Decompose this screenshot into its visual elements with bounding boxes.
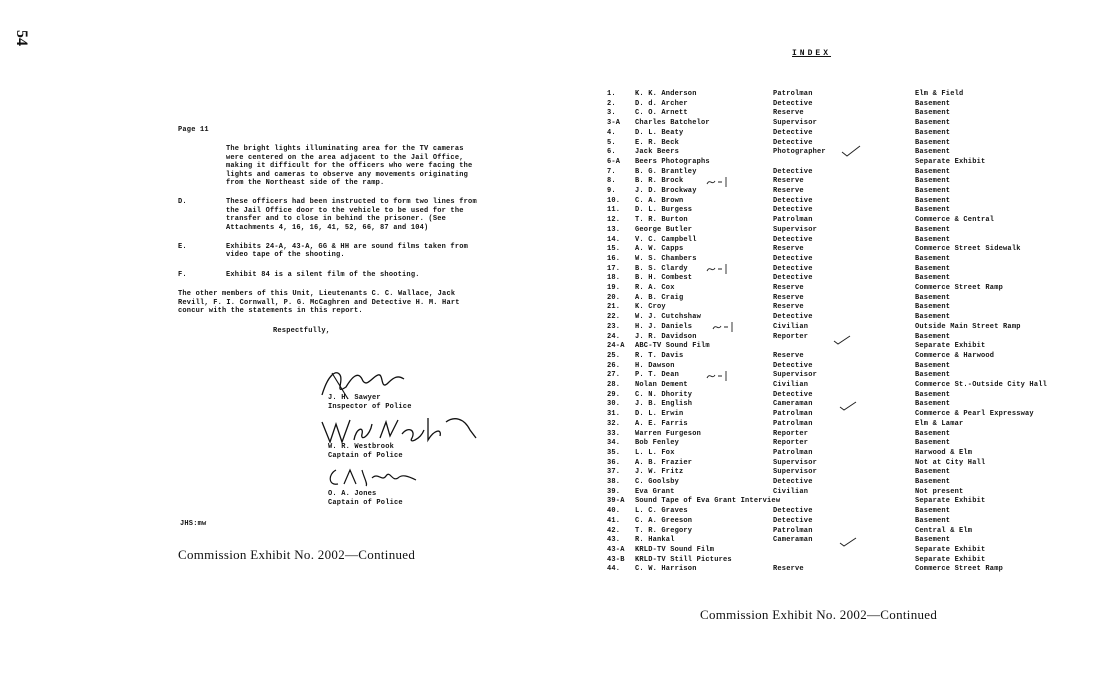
index-row-number: 25. [607,351,621,360]
index-row-name: C. W. Harrison [635,565,697,574]
index-row-rank: Reserve [773,351,804,360]
index-row-name: D. L. Erwin [635,410,684,419]
index-row-name: J. R. Davidson [635,332,697,341]
index-row-number: 5. [607,138,616,147]
index-row-location: Central & Elm [915,526,973,535]
index-row-number: 29. [607,390,621,399]
index-row-name: Bob Fenley [635,439,680,448]
index-row-number: 23. [607,322,621,331]
index-row-name: C. N. Dhority [635,390,693,399]
signature-jones [326,464,422,490]
index-row-number: 40. [607,507,621,516]
index-row-rank: Detective [773,235,813,244]
index-row-location: Basement [915,303,951,312]
index-row-number: 16. [607,254,621,263]
index-row-number: 22. [607,313,621,322]
typist-initials: JHS:mw [180,520,207,528]
index-row-rank: Reserve [773,187,804,195]
index-row-location: Basement [915,429,951,438]
index-row-name: Charles Batchelor [635,119,710,128]
index-row-name: George Butler [635,225,693,234]
index-row-rank: Supervisor [773,371,818,380]
index-row-number: 27. [607,371,621,380]
index-row-name: C. Goolsby [635,478,680,486]
index-row-rank: Detective [773,390,813,399]
index-row-number: 9. [607,187,616,195]
item-d-text: These officers had been instructed to form two lines from the Jail Office door to the vehicle to be used for the transfer and to close in behind the prisoner. (See Attachments 4, 16, 16, 41, 52, 66, 87 and 104) [226,198,477,232]
index-row-location: Basement [915,274,951,283]
index-row-location: Elm & Lamar [915,419,964,428]
index-row-name: V. C. Campbell [635,235,697,244]
index-row-location: Separate Exhibit [915,545,986,554]
index-row-location: Basement [915,332,951,341]
index-row-location: Commerce Street Ramp [915,565,1004,574]
index-row-rank: Reserve [773,303,804,312]
signature-westbrook [320,412,480,446]
index-row-name: J. D. Brockway [635,187,697,195]
index-row-rank: Reserve [773,565,804,574]
index-row-name: C. A. Brown [635,196,684,205]
index-row-location: Separate Exhibit [915,497,986,506]
index-row-rank: Reserve [773,293,804,302]
index-row-number: 3-A [607,119,621,128]
index-row-location: Basement [915,187,951,195]
index-row-location: Basement [915,99,951,108]
index-row-name: C. O. Arnett [635,109,688,118]
index-row-name: J. B. English [635,400,693,409]
index-row-number: 41. [607,516,621,525]
index-row-location: Basement [915,478,951,486]
index-row-name: Sound Tape of Eva Grant Interview [635,497,781,506]
item-d-label: D. [178,198,187,207]
index-row-rank: Patrolman [773,216,813,225]
index-row-location: Commerce St.-Outside City Hall [915,381,1048,389]
index-row-location: Basement [915,235,951,244]
index-row-location: Basement [915,390,951,399]
index-row-rank: Detective [773,206,813,215]
index-row-number: 11. [607,206,621,215]
index-row-name: B. R. Brock [635,177,684,186]
signatory-1-title: Inspector of Police [328,403,412,411]
index-row-name: Jack Beers [635,148,680,157]
index-row-number: 37. [607,468,621,477]
signatory-2-name: W. R. Westbrook [328,443,395,451]
item-f [178,271,478,279]
index-row-location: Harwood & Elm [915,448,973,457]
index-row-location: Basement [915,516,951,525]
index-row-name: R. A. Cox [635,284,675,292]
index-row-location: Basement [915,293,951,302]
index-row-location: Commerce Street Sidewalk [915,245,1021,254]
index-row-name: Nolan Dement [635,381,688,389]
index-row-location: Basement [915,119,951,128]
index-row-rank: Patrolman [773,419,813,428]
signatory-3-name: O. A. Jones [328,490,377,498]
index-row-number: 43. [607,536,621,545]
index-row-number: 33. [607,429,621,438]
intro-paragraph: The bright lights illuminating area for the TV cameras were centered on the area adjacent to the Jail Office, making it difficult for the officers who were facing the lights and cameras to observe any movements originating from the Northeast side of the ramp. [226,145,473,188]
signatory-2-title: Captain of Police [328,452,403,460]
index-row-rank: Reserve [773,245,804,254]
index-row-location: Commerce & Harwood [915,351,995,360]
index-row-name: E. R. Beck [635,138,680,147]
index-row-number: 17. [607,264,621,273]
index-row-name: T. R. Burton [635,216,688,225]
index-row-rank: Patrolman [773,526,813,535]
check-mark-icon [832,334,852,346]
index-row-number: 21. [607,303,621,312]
index-row-name: Eva Grant [635,487,675,496]
index-row-rank: Supervisor [773,225,818,234]
index-row-number: 39-A [607,497,625,506]
handwritten-note-icon [706,176,730,188]
index-row-number: 31. [607,410,621,419]
index-row-location: Elm & Field [915,90,964,98]
index-row-rank: Supervisor [773,119,818,128]
index-row-location: Basement [915,225,951,234]
index-row-location: Separate Exhibit [915,157,986,166]
index-row-location: Commerce & Central [915,216,995,225]
index-row-number: 35. [607,448,621,457]
index-row-rank: Detective [773,478,813,486]
index-row-location: Basement [915,167,951,176]
index-row-rank: Detective [773,361,813,370]
other-members-paragraph: The other members of this Unit, Lieutenants C. C. Wallace, Jack Revill, F. I. Cornwall, P. G. McCaghren and Detective H. M. Hart concur with the statements in this report. [178,290,460,316]
index-row-name: KRLD-TV Still Pictures [635,555,732,564]
index-row-number: 24. [607,332,621,341]
index-row-location: Basement [915,206,951,215]
index-row-name: A. B. Frazier [635,458,693,467]
index-row-number: 43-B [607,555,625,564]
index-row-name: A. E. Farris [635,419,688,428]
index-row-location: Basement [915,536,951,545]
item-d [178,198,478,232]
index-row-name: L. L. Fox [635,448,675,457]
handwritten-note-icon [706,263,730,275]
index-row-name: D. d. Archer [635,99,688,108]
index-row-number: 19. [607,284,621,292]
index-row-name: ABC-TV Sound Film [635,342,710,351]
index-row-number: 6-A [607,157,621,166]
index-row-rank: Photographer [773,148,826,157]
index-row-location: Not present [915,487,964,496]
page-label: Page 11 [178,126,209,134]
index-row-rank: Civilian [773,487,809,496]
index-row-number: 10. [607,196,621,205]
index-row-location: Basement [915,468,951,477]
closing: Respectfully, [273,326,331,335]
index-row-rank: Detective [773,313,813,322]
index-row-number: 28. [607,381,621,389]
index-title: INDEX [792,49,832,58]
index-row-location: Basement [915,400,951,409]
index-row-number: 26. [607,361,621,370]
index-row-rank: Detective [773,254,813,263]
index-row-number: 13. [607,225,621,234]
item-e [178,243,478,260]
index-row-name: B. H. Combest [635,274,693,283]
item-f-text: Exhibit 84 is a silent film of the shooting. [226,270,420,279]
signatory-1-name: J. H. Sawyer [328,394,381,402]
index-row-name: D. L. Burgess [635,206,693,215]
index-row-location: Basement [915,177,951,186]
left-caption: Commission Exhibit No. 2002—Continued [178,547,416,562]
index-row-number: 18. [607,274,621,283]
index-row-name: P. T. Dean [635,371,680,380]
index-row-location: Separate Exhibit [915,342,986,351]
index-row-number: 14. [607,235,621,244]
index-row-rank: Patrolman [773,90,813,98]
index-row-number: 20. [607,293,621,302]
handwritten-note-icon [706,370,730,382]
index-row-rank: Detective [773,128,813,137]
index-row-name: B. G. Brantley [635,167,697,176]
index-row-name: K. Croy [635,303,666,312]
signatory-3-title: Captain of Police [328,499,403,507]
index-row-name: B. S. Clardy [635,264,688,273]
index-row-name: R. Hankal [635,536,675,545]
index-row-rank: Detective [773,274,813,283]
index-row-location: Basement [915,196,951,205]
index-row-number: 44. [607,565,621,574]
index-row-rank: Detective [773,99,813,108]
index-row-name: A. B. Craig [635,293,684,302]
index-row-rank: Supervisor [773,458,818,467]
index-row-rank: Civilian [773,381,809,389]
index-row-number: 36. [607,458,621,467]
index-row-name: T. R. Gregory [635,526,693,535]
index-row-rank: Patrolman [773,410,813,419]
handwritten-note-icon [712,321,736,333]
index-row-location: Basement [915,254,951,263]
item-e-label: E. [178,243,187,252]
index-row-name: W. S. Chambers [635,254,697,263]
index-row-number: 32. [607,419,621,428]
index-row-location: Basement [915,148,951,157]
index-row-location: Not at City Hall [915,458,986,467]
index-row-location: Basement [915,313,951,322]
index-row-rank: Detective [773,196,813,205]
index-row-rank: Detective [773,507,813,516]
check-mark-icon [838,400,858,412]
index-row-rank: Cameraman [773,536,813,545]
index-row-rank: Reserve [773,109,804,118]
index-row-number: 42. [607,526,621,535]
index-row-location: Basement [915,439,951,448]
index-row-name: Beers Photographs [635,157,710,166]
index-row-location: Basement [915,138,951,147]
index-row-number: 43-A [607,545,625,554]
index-row-location: Separate Exhibit [915,555,986,564]
index-row-number: 24-A [607,342,625,351]
index-row-name: H. Dawson [635,361,675,370]
index-row-name: H. J. Daniels [635,322,693,331]
index-row-number: 2. [607,99,616,108]
index-row-name: C. A. Greeson [635,516,693,525]
index-row-location: Basement [915,361,951,370]
index-row-number: 8. [607,177,616,186]
index-row-name: A. W. Capps [635,245,684,254]
index-row-location: Commerce & Pearl Expressway [915,410,1034,419]
index-row-rank: Reporter [773,332,809,341]
item-f-label: F. [178,270,187,279]
index-row-number: 34. [607,439,621,448]
index-row-rank: Detective [773,516,813,525]
index-row-location: Basement [915,264,951,273]
index-row-name: R. T. Davis [635,351,684,360]
index-row-name: K. K. Anderson [635,90,697,98]
index-row-rank: Reserve [773,284,804,292]
index-row-name: Warren Furgeson [635,429,702,438]
index-row-number: 4. [607,128,616,137]
index-row-rank: Reporter [773,429,809,438]
index-row-name: L. C. Graves [635,507,688,516]
index-row-number: 15. [607,245,621,254]
index-row-rank: Reserve [773,177,804,186]
index-row-number: 6. [607,148,616,157]
check-mark-icon [840,144,862,158]
index-row-name: W. J. Cutchshaw [635,313,702,322]
index-row-rank: Detective [773,138,813,147]
index-row-number: 30. [607,400,621,409]
index-row-name: J. W. Fritz [635,468,684,477]
index-row-number: 1. [607,90,616,98]
item-e-text: Exhibits 24-A, 43-A, GG & HH are sound films taken from video tape of the shooting. [226,243,469,260]
index-row-location: Outside Main Street Ramp [915,322,1021,331]
index-row-rank: Patrolman [773,448,813,457]
index-row-number: 12. [607,216,621,225]
index-row-number: 7. [607,167,616,176]
index-row-location: Basement [915,109,951,118]
index-row-name: D. L. Beaty [635,128,684,137]
index-row-location: Commerce Street Ramp [915,284,1004,292]
index-row-location: Basement [915,507,951,516]
index-row-rank: Detective [773,167,813,176]
index-row-rank: Reporter [773,439,809,448]
left-report-page [178,126,478,335]
index-row-location: Basement [915,128,951,137]
check-mark-icon [838,536,858,548]
index-row-number: 3. [607,109,616,118]
index-row-location: Basement [915,371,951,380]
right-caption: Commission Exhibit No. 2002—Continued [700,607,938,622]
index-row-number: 39. [607,487,621,496]
index-row-name: KRLD-TV Sound Film [635,545,715,554]
page-number: 54 [13,30,30,46]
index-row-rank: Supervisor [773,468,818,477]
index-row-rank: Detective [773,264,813,273]
index-row-rank: Cameraman [773,400,813,409]
index-row-number: 38. [607,478,621,486]
index-row-rank: Civilian [773,322,809,331]
